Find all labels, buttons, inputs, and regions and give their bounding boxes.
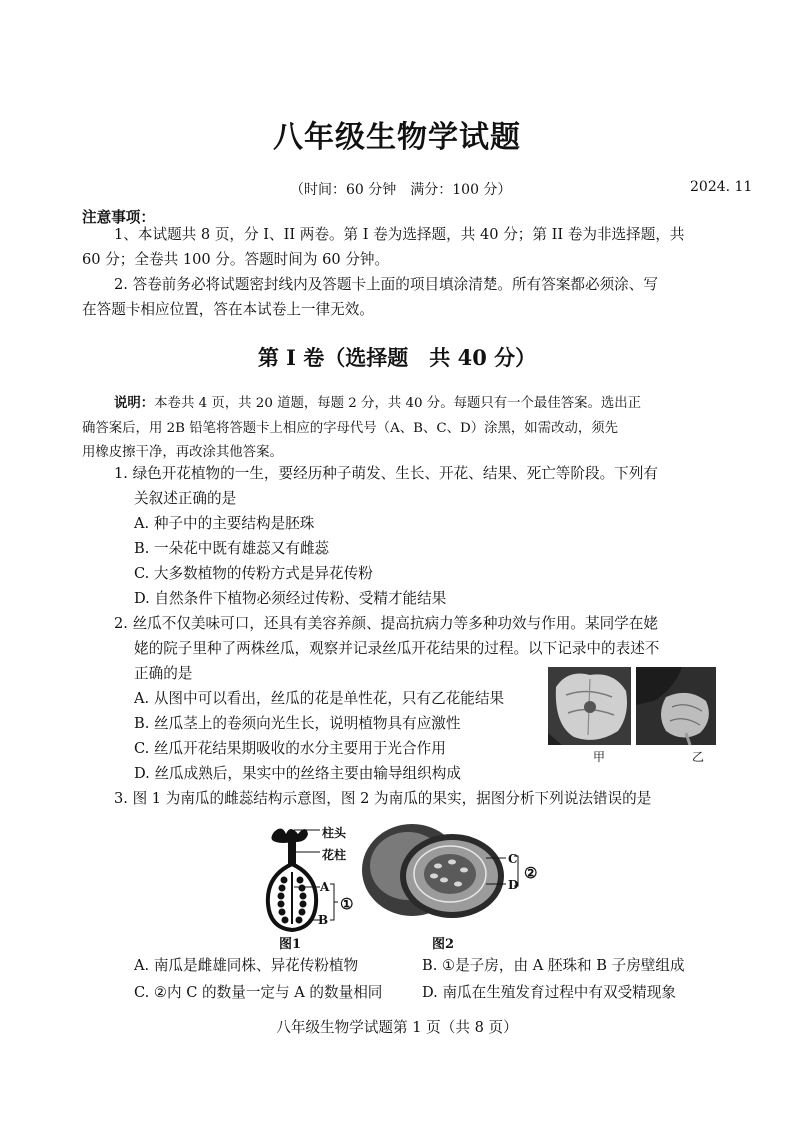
q2-option-a: A. 从图中可以看出，丝瓜的花是单性花，只有乙花能结果 [134, 690, 505, 707]
figure1-caption: 图1 [279, 937, 302, 952]
q1-option-a: A. 种子中的主要结构是胚珠 [134, 515, 315, 532]
q3-option-d: D. 南瓜在生殖发育过程中有双受精现象 [422, 984, 676, 1001]
photo-label-yi: 乙 [692, 750, 705, 764]
instruction-text1: 本卷共 4 页，共 20 道题，每题 2 分，共 40 分。每题只有一个最佳答案。选出正 [154, 396, 642, 411]
q3-stem-line1: 3. 图 1 为南瓜的雌蕊结构示意图，图 2 为南瓜的果实，据图分析下列说法错误的是 [114, 790, 652, 807]
label-c: C [508, 852, 518, 866]
q2-option-d: D. 丝瓜成熟后，果实中的丝络主要由输导组织构成 [134, 765, 461, 782]
q2-option-c: C. 丝瓜开花结果期吸收的水分主要用于光合作用 [134, 740, 446, 757]
q3-option-b: B. ①是子房，由 A 胚珠和 B 子房壁组成 [422, 957, 685, 974]
flower-jia-photo [548, 667, 631, 745]
q1-option-d: D. 自然条件下植物必须经过传粉、受精才能结果 [134, 590, 447, 607]
exam-date: 2024. 11 [690, 179, 753, 195]
photo-label-jia: 甲 [593, 750, 606, 764]
notice-item1-line2: 60 分；全卷共 100 分。答题时间为 60 分钟。 [82, 251, 390, 268]
section-title: 第 I 卷（选择题 共 40 分） [257, 345, 537, 370]
q2-stem-line1: 2. 丝瓜不仅美味可口，还具有美容养颜、提高抗病力等多种功效与作用。某同学在姥 [114, 615, 658, 632]
label-circle-2: ② [524, 864, 538, 882]
q3-option-a: A. 南瓜是雌雄同株、异花传粉植物 [134, 957, 359, 974]
page-footer: 八年级生物学试题第 1 页（共 8 页） [276, 1019, 518, 1036]
instruction-line3: 用橡皮擦干净，再改涂其他答案。 [82, 445, 283, 460]
q1-option-c: C. 大多数植物的传粉方式是异花传粉 [134, 565, 373, 582]
flower-yi-photo [636, 667, 716, 745]
instruction-line2: 确答案后，用 2B 铅笔将答题卡上相应的字母代号（A、B、C、D）涂黑，如需改动，须先 [82, 421, 619, 436]
notice-item2-line2: 在答题卡相应位置，答在本试卷上一律无效。 [82, 301, 374, 318]
notice-item2-line1: 2. 答卷前务必将试题密封线内及答题卡上面的项目填涂清楚。所有答案都必须涂、写 [114, 276, 658, 293]
q2-stem-line3: 正确的是 [134, 665, 193, 682]
page-title: 八年级生物学试题 [273, 120, 521, 155]
exam-meta: （时间：60 分钟 满分：100 分） [290, 182, 512, 198]
notice-item1-line1: 1、本试题共 8 页，分 I、II 两卷。第 I 卷为选择题，共 40 分；第 II 卷为非选择题，共 [114, 226, 685, 243]
q1-stem-line1: 1. 绿色开花植物的一生，要经历种子萌发、生长、开花、结果、死亡等阶段。下列有 [114, 465, 658, 482]
label-b: B [318, 913, 329, 927]
q2-option-b: B. 丝瓜茎上的卷须向光生长，说明植物具有应激性 [134, 715, 461, 732]
label-a: A [320, 880, 330, 894]
q1-option-b: B. 一朵花中既有雄蕊又有雌蕊 [134, 540, 330, 557]
label-circle-1: ① [340, 895, 354, 913]
instruction-line1 [114, 392, 641, 411]
label-d: D [508, 878, 519, 892]
q2-stem-line2: 姥的院子里种了两株丝瓜，观察并记录丝瓜开花结果的过程。以下记录中的表述不 [134, 640, 660, 657]
figure2-caption: 图2 [432, 937, 455, 952]
label-stigma: 柱头 [322, 826, 347, 840]
label-style: 花柱 [322, 848, 347, 862]
notice-heading: 注意事项： [82, 209, 155, 226]
q3-option-c: C. ②内 C 的数量一定与 A 的数量相同 [134, 984, 383, 1001]
q1-stem-line2: 关叙述正确的是 [134, 490, 237, 507]
instruction-label: 说明： [114, 395, 155, 411]
